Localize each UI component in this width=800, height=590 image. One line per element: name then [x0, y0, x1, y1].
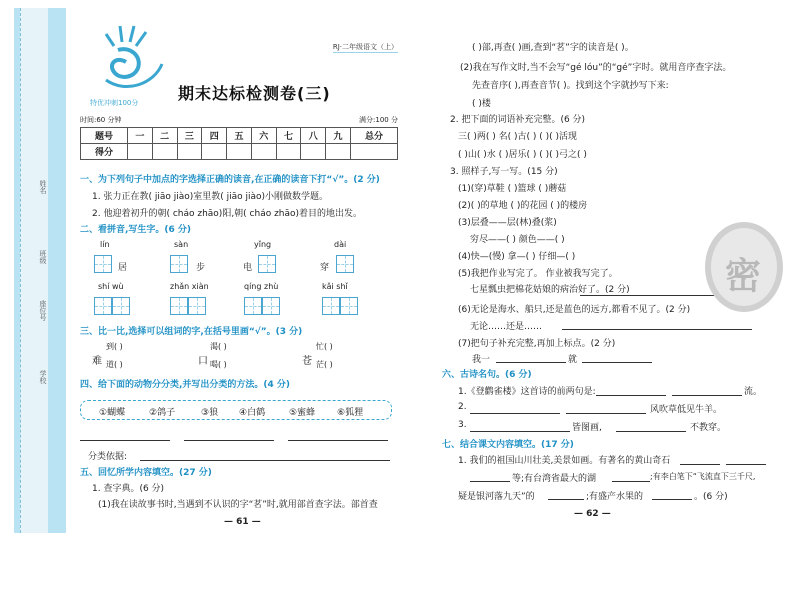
pinyin-label: sàn	[174, 240, 189, 249]
basis-label: 分类依据:	[88, 452, 128, 462]
given-char: 穿	[320, 263, 330, 273]
text-line: 先查音序( ),再查音节( )。找到这个字就抄写下来:	[472, 81, 669, 91]
tianzige-box[interactable]	[262, 297, 280, 315]
pinyin-label: kǎi shǐ	[322, 282, 348, 291]
score-input-cell[interactable]	[202, 144, 227, 160]
score-cell: 五	[227, 128, 252, 144]
tianzige-box[interactable]	[244, 297, 262, 315]
tianzige-box[interactable]	[188, 297, 206, 315]
time-limit: 时间:60 分钟	[80, 116, 122, 124]
score-input-cell[interactable]	[227, 144, 252, 160]
compare-option[interactable]: 道( )	[106, 360, 123, 369]
given-char: 步	[196, 263, 206, 273]
section-2-heading: 二、看拼音,写生字。(6 分)	[80, 225, 192, 235]
text-line: (4)快—(慢) 拿—( ) 仔细—( )	[458, 252, 576, 262]
score-cell: 二	[152, 128, 177, 144]
left-page	[78, 8, 398, 583]
poem-line: 流。	[744, 387, 763, 397]
compare-head: 难	[92, 356, 102, 367]
tianzige-box[interactable]	[258, 255, 276, 273]
idiom-row: 三( )两( ) 名( )古( ) ( )( )活现	[458, 132, 578, 142]
right-page	[442, 40, 770, 580]
text-line: 1. 我们的祖国山川壮美,美景如画。有著名的黄山奇石	[458, 456, 671, 466]
poem-line: 皆图画,	[572, 423, 602, 433]
compare-head: 口	[198, 356, 208, 367]
answer-line[interactable]	[80, 440, 170, 441]
logo-icon	[86, 20, 176, 110]
compare-option[interactable]: 茫( )	[316, 360, 333, 369]
score-cell: 总分	[350, 128, 397, 144]
tianzige-box[interactable]	[336, 255, 354, 273]
answer-line[interactable]	[680, 464, 720, 465]
question-5-1: 1. 查字典。(6 分)	[92, 484, 165, 494]
poem-line: 不教穿。	[690, 423, 727, 433]
compare-option[interactable]: 到( )	[106, 342, 123, 351]
score-cell: 四	[202, 128, 227, 144]
pinyin-label: dài	[334, 240, 347, 249]
answer-line[interactable]	[288, 440, 388, 441]
score-cell: 三	[177, 128, 202, 144]
text-line: ;有盛产水果的	[586, 492, 644, 502]
score-input-cell[interactable]	[350, 144, 397, 160]
question-1-2: 2. 他迎着初升的朝( cháo zhāo)阳,朝( cháo zhāo)着目的地出发。	[92, 209, 363, 219]
answer-line[interactable]	[140, 460, 390, 461]
poem-line: 3.	[458, 420, 467, 430]
page-title: 期末达标检测卷(三)	[178, 84, 331, 103]
compare-option[interactable]: 渴( )	[210, 342, 227, 351]
given-char: 电	[243, 263, 253, 273]
slogan: 特优冲刺100分	[90, 99, 139, 107]
tianzige-box[interactable]	[94, 255, 112, 273]
score-cell: 八	[301, 128, 326, 144]
animal-item: ③狼	[201, 408, 219, 418]
text-line: 无论……还是……	[470, 322, 543, 332]
animal-item: ④白鹤	[239, 408, 266, 418]
confidential-stamp-icon	[705, 222, 783, 312]
answer-line[interactable]	[548, 499, 584, 500]
text-line: (3)层叠——层(林)叠(浆)	[458, 218, 557, 228]
tianzige-box[interactable]	[170, 255, 188, 273]
text-line: (2)( )的草地 ( )的花园 ( )的楼房	[458, 201, 588, 211]
score-input-cell[interactable]	[251, 144, 276, 160]
answer-line[interactable]	[470, 481, 510, 482]
text-line: (7)把句子补充完整,再加上标点。(2 分)	[458, 339, 616, 349]
text-line: (2)我在写作文时,当不会写“gé lóu”的“gé”字时。就用音序查字法。	[460, 63, 732, 73]
text-line: (5)我把作业写完了。 作业被我写完了。	[458, 269, 618, 279]
section-7-heading: 七、结合课文内容填空。(17 分)	[442, 440, 574, 450]
score-input-cell[interactable]	[152, 144, 177, 160]
answer-line[interactable]	[470, 431, 570, 432]
score-cell: 六	[251, 128, 276, 144]
answer-line[interactable]	[616, 431, 686, 432]
stamp-char: 密	[725, 256, 762, 297]
tianzige-box[interactable]	[322, 297, 340, 315]
text-line: ( )楼	[472, 99, 491, 109]
compare-head: 苍	[302, 356, 312, 367]
question-1-1: 1. 张力正在教( jiāo jiào)室里教( jiāo jiào)小刚做数学题。	[92, 192, 329, 202]
poem-line: 风吹草低见牛羊。	[650, 405, 723, 415]
section-5-heading: 五、回忆所学内容填空。(27 分)	[80, 468, 212, 478]
pinyin-label: shí wù	[98, 282, 124, 291]
grade-tag: RJ·二年级语文（上）	[332, 43, 398, 51]
score-input-cell[interactable]	[177, 144, 202, 160]
compare-option[interactable]: 忙( )	[316, 342, 333, 351]
answer-line[interactable]	[562, 329, 752, 330]
tianzige-box[interactable]	[94, 297, 112, 315]
binding-line	[38, 180, 48, 410]
animal-item: ①蝴蝶	[99, 408, 126, 418]
animal-item: ⑤蜜蜂	[289, 408, 316, 418]
answer-line[interactable]	[184, 440, 274, 441]
question-3: 3. 照样子,写一写。(15 分)	[450, 167, 558, 177]
tianzige-box[interactable]	[170, 297, 188, 315]
section-4-heading: 四、给下面的动物分分类,并写出分类的方法。(4 分)	[80, 380, 291, 390]
binding-name-label: 姓名	[39, 180, 47, 194]
compare-option[interactable]: 喝( )	[210, 360, 227, 369]
pinyin-label: zhǎn xiàn	[170, 282, 209, 291]
poem-line: 1.《登鹳雀楼》这首诗的前两句是:	[458, 387, 596, 397]
answer-line[interactable]	[596, 395, 666, 396]
text-line: 疑是银河落九天”的	[458, 492, 535, 502]
text-line: 。(6 分)	[694, 492, 728, 502]
given-char: 居	[118, 263, 128, 273]
answer-line[interactable]	[496, 362, 566, 363]
score-input-cell[interactable]	[326, 144, 351, 160]
page-number: — 62 —	[574, 509, 611, 519]
text-line: 等;有台湾省最大的湖	[512, 474, 597, 484]
section-6-heading: 六、古诗名句。(6 分)	[442, 370, 532, 380]
binding-school-label: 学校	[39, 370, 47, 384]
score-input-cell[interactable]	[276, 144, 301, 160]
text-line: 就	[568, 355, 578, 365]
binding-class-label: 班级	[39, 250, 47, 264]
question-2: 2. 把下面的词语补充完整。(6 分)	[450, 115, 586, 125]
score-cell: 七	[276, 128, 301, 144]
tianzige-box[interactable]	[112, 297, 130, 315]
answer-line[interactable]	[652, 499, 692, 500]
answer-line[interactable]	[726, 464, 766, 465]
text-line: 穷尽——( ) 颜色——( )	[470, 235, 565, 245]
animal-item: ⑥狐狸	[337, 408, 364, 418]
answer-line[interactable]	[470, 413, 560, 414]
score-input-cell[interactable]	[301, 144, 326, 160]
text-line: (6)无论是海水、船只,还是蓝色的远方,都看不见了。(2 分)	[458, 305, 691, 315]
pinyin-label: yǐng	[254, 240, 272, 249]
answer-line[interactable]	[672, 395, 742, 396]
score-cell: 九	[326, 128, 351, 144]
score-input-cell[interactable]	[128, 144, 153, 160]
text-line: ( )部,再查( )画,查到“茗”字的读音是( )。	[472, 43, 634, 53]
animals-box	[80, 400, 392, 420]
text-line: (1)(穿)草鞋 ( )篮球 ( )蘑菇	[458, 184, 567, 194]
pinyin-label: lín	[100, 240, 110, 249]
answer-line[interactable]	[566, 413, 646, 414]
idiom-row: ( )山( )水 ( )居乐( ) ( )( )弓之( )	[458, 150, 587, 160]
answer-line[interactable]	[612, 481, 650, 482]
text-line: 我一	[472, 355, 491, 365]
poem-line: 2.	[458, 402, 467, 412]
binding-seat-label: 座位号	[39, 300, 47, 321]
score-cell: 得分	[81, 144, 128, 160]
score-table-header-row	[81, 128, 398, 144]
animal-item: ②鸽子	[149, 408, 176, 418]
text-line: ;有李白笔下“飞流直下三千尺,	[650, 472, 756, 481]
question-5-1-1: (1)我在读故事书时,当遇到不认识的字“茗”时,就用部首查字法。部首查	[98, 500, 378, 510]
pinyin-label: qíng zhù	[244, 282, 279, 291]
score-cell: 题号	[81, 128, 128, 144]
section-1-heading: 一、为下列句子中加点的字选择正确的读音,在正确的读音下打“√”。(2 分)	[80, 175, 380, 185]
score-table-score-row	[81, 144, 398, 160]
text-line: 七星瓢虫把棉花姑娘的病治好了。(2 分)	[470, 285, 630, 295]
page-number: — 61 —	[224, 517, 261, 527]
answer-line[interactable]	[582, 362, 652, 363]
section-3-heading: 三、比一比,选择可以组词的字,在括号里画“√”。(3 分)	[80, 327, 303, 337]
tianzige-box[interactable]	[340, 297, 358, 315]
score-cell: 一	[128, 128, 153, 144]
score-table	[80, 127, 398, 160]
full-score: 满分:100 分	[359, 116, 398, 124]
